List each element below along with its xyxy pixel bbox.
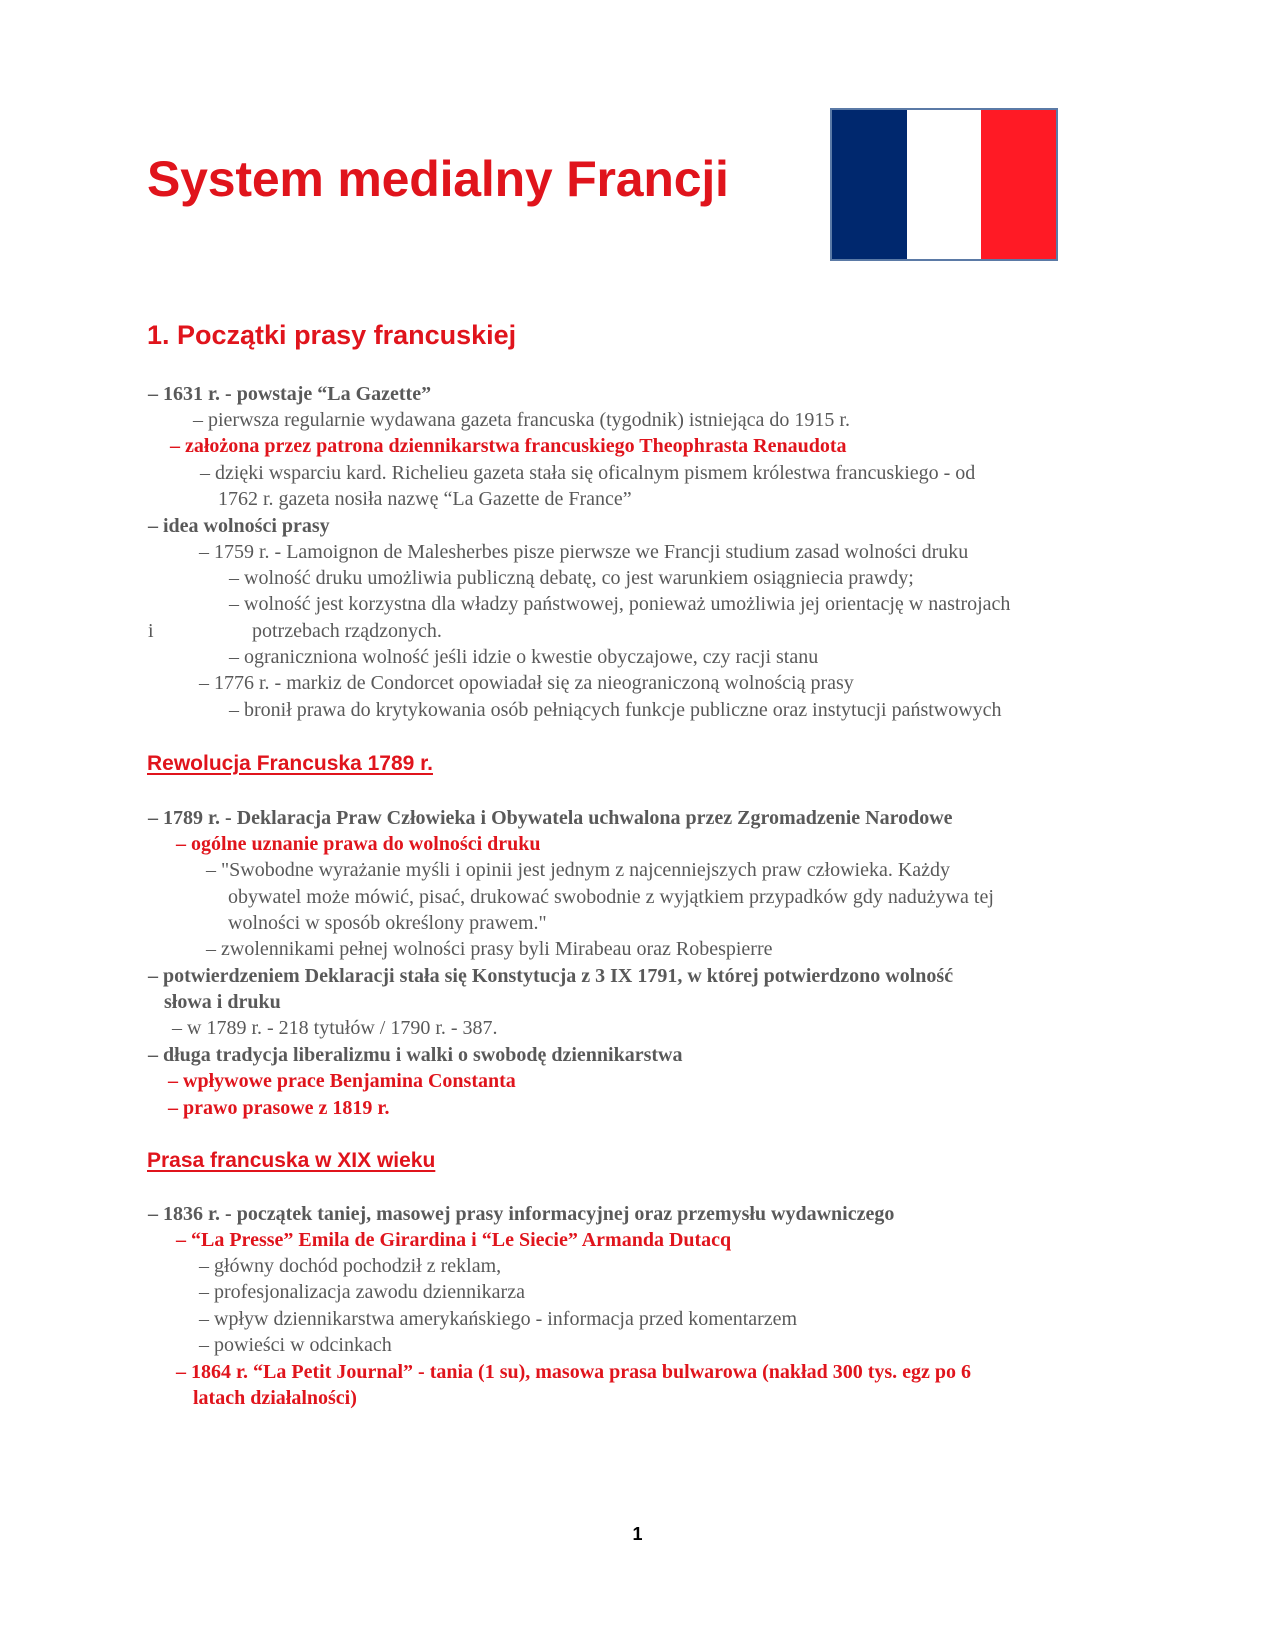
list-item: – 1789 r. - Deklaracja Praw Człowieka i Obywatela uchwalona przez Zgromadzenie Narodowe xyxy=(148,807,953,829)
list-item: – wpływ dziennikarstwa amerykańskiego - informacja przed komentarzem xyxy=(199,1308,798,1330)
list-item: – główny dochód pochodził z reklam, xyxy=(199,1255,502,1277)
flag-stripe-red xyxy=(981,110,1056,259)
list-item: – 1631 r. - powstaje “La Gazette” xyxy=(148,383,432,405)
list-item-continuation: obywatel może mówić, pisać, drukować swobodnie z wyjątkiem przypadków gdy nadużywa tej xyxy=(228,886,994,908)
list-item-highlight: – prawo prasowe z 1819 r. xyxy=(168,1097,390,1119)
list-item-highlight: – wpływowe prace Benjamina Constanta xyxy=(168,1070,516,1092)
list-item: – dzięki wsparciu kard. Richelieu gazeta stała się oficalnym pismem królestwa francuskiego - od xyxy=(200,462,976,484)
list-item: – wolność jest korzystna dla władzy państwowej, ponieważ umożliwia jej orientację w nastrojach xyxy=(229,593,1011,615)
list-item-highlight: – “La Presse” Emila de Girardina i “Le Siecie” Armanda Dutacq xyxy=(176,1229,732,1251)
list-item: – w 1789 r. - 218 tytułów / 1790 r. - 387. xyxy=(172,1017,498,1039)
section-heading-beginnings: 1. Początki prasy francuskiej xyxy=(147,320,517,350)
list-item-continuation: latach działalności) xyxy=(193,1387,357,1409)
list-item: – 1836 r. - początek taniej, masowej prasy informacyjnej oraz przemysłu wydawniczego xyxy=(148,1203,895,1225)
list-item: – idea wolności prasy xyxy=(148,515,330,537)
stray-character: i xyxy=(148,620,154,642)
flag-stripe-white xyxy=(907,110,982,259)
list-item-highlight: – 1864 r. “La Petit Journal” - tania (1 su), masowa prasa bulwarowa (nakład 300 tys. egz po 6 xyxy=(176,1361,972,1383)
list-item-continuation: 1762 r. gazeta nosiła nazwę “La Gazette de France” xyxy=(218,488,632,510)
france-flag-image xyxy=(830,108,1058,261)
document-title: System medialny Francji xyxy=(147,151,729,207)
list-item-quote: – "Swobodne wyrażanie myśli i opinii jest jednym z najcenniejszych praw człowieka. Każdy xyxy=(206,859,951,881)
list-item: – długa tradycja liberalizmu i walki o swobodę dziennikarstwa xyxy=(148,1044,683,1066)
list-item-continuation: potrzebach rządzonych. xyxy=(252,620,442,642)
list-item: – wolność druku umożliwia publiczną debatę, co jest warunkiem osiągniecia prawdy; xyxy=(229,567,914,589)
list-item: – 1776 r. - markiz de Condorcet opowiadał się za nieograniczoną wolnością prasy xyxy=(199,672,854,694)
list-item-highlight: – ogólne uznanie prawa do wolności druku xyxy=(176,833,541,855)
list-item: – bronił prawa do krytykowania osób pełniących funkcje publiczne oraz instytucji państwowych xyxy=(229,699,1002,721)
list-item: – zwolennikami pełnej wolności prasy byli Mirabeau oraz Robespierre xyxy=(206,938,773,960)
list-item-continuation: słowa i druku xyxy=(164,991,281,1013)
section-heading-revolution: Rewolucja Francuska 1789 r. xyxy=(147,752,433,775)
list-item: – ograniczniona wolność jeśli idzie o kwestie obyczajowe, czy racji stanu xyxy=(229,646,819,668)
list-item: – pierwsza regularnie wydawana gazeta francuska (tygodnik) istniejąca do 1915 r. xyxy=(193,409,850,431)
list-item-highlight: – założona przez patrona dziennikarstwa francuskiego Theophrasta Renaudota xyxy=(170,435,847,457)
list-item: – 1759 r. - Lamoignon de Malesherbes pisze pierwsze we Francji studium zasad wolności druku xyxy=(199,541,969,563)
section-heading-19th-century: Prasa francuska w XIX wieku xyxy=(147,1149,436,1172)
list-item-continuation: wolności w sposób określony prawem." xyxy=(228,912,547,934)
list-item: – powieści w odcinkach xyxy=(199,1334,392,1356)
list-item: – profesjonalizacja zawodu dziennikarza xyxy=(199,1281,525,1303)
page-number: 1 xyxy=(632,1524,643,1544)
flag-stripe-blue xyxy=(832,110,907,259)
list-item: – potwierdzeniem Deklaracji stała się Konstytucja z 3 IX 1791, w której potwierdzono wolność xyxy=(148,965,954,987)
